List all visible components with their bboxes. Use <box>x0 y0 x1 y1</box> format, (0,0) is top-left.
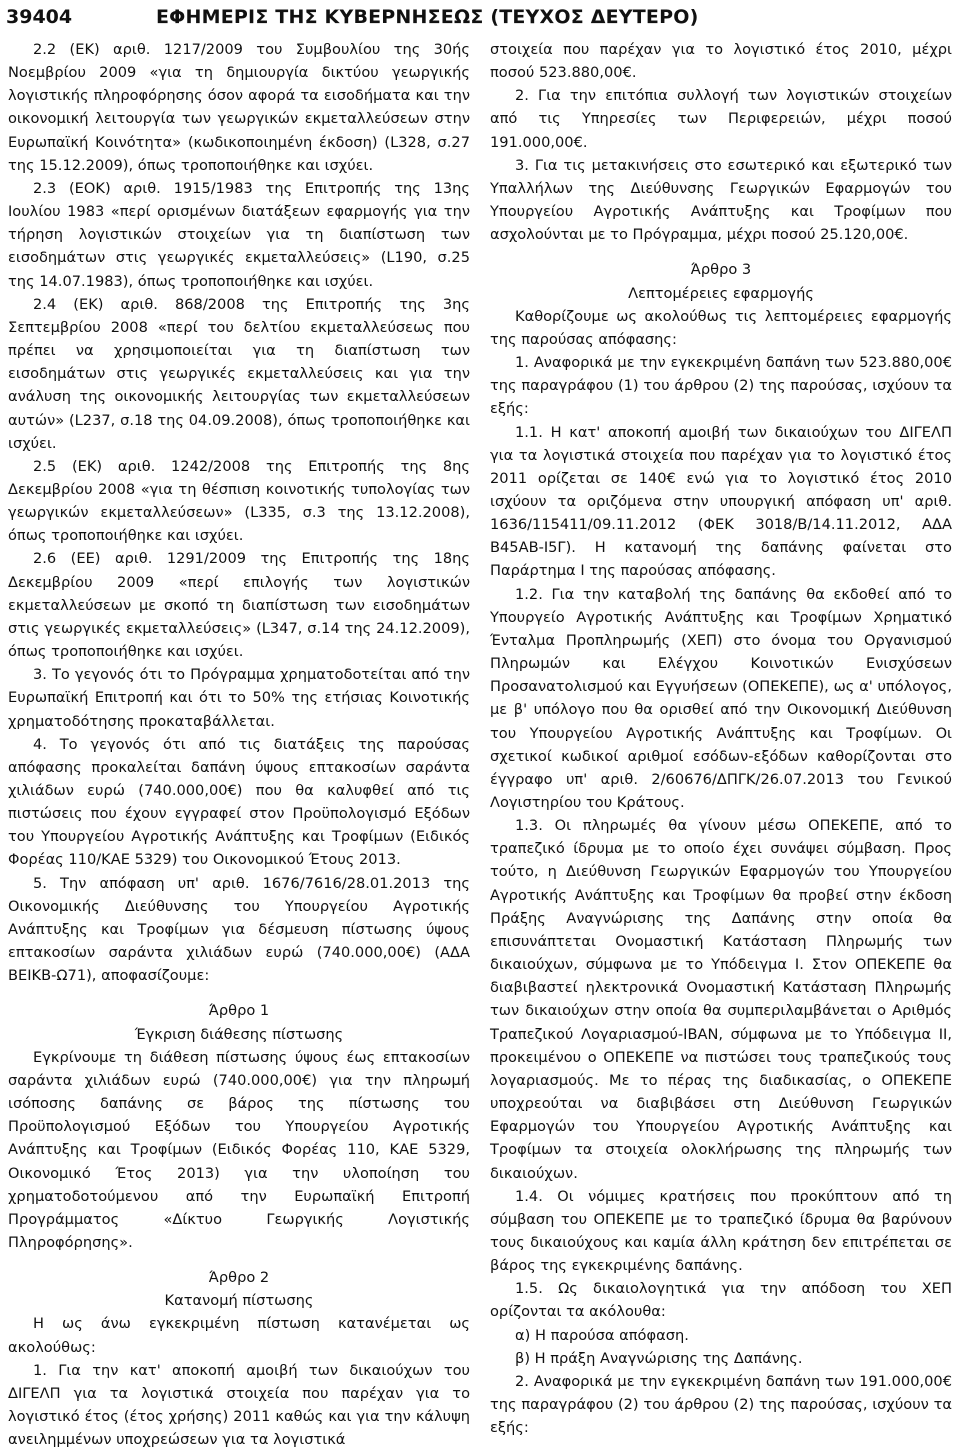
article-1-title: Άρθρο 1 <box>208 1002 270 1020</box>
paragraph: 1.3. Οι πληρωμές θα γίνουν μέσω ΟΠΕΚΕΠΕ, από το τραπεζικό ίδρυμα με το οποίο έχει συνάψει σύμβαση. Προς τούτο, η Διεύθυνση Γεωργικών Εφαρμογών του Υπουργείου Αγροτικής Ανάπτυξης και Τροφίμων θα προβεί στην έκδοση Πράξης Αναγνώρισης της Δαπάνης στην οποία θα επισυνάπτεται Ονομαστική Κατάσταση Πληρωμής των δικαιούχων, σύμφωνα με το Υπόδειγμα Ι. Στον ΟΠΕΚΕΠΕ θα διαβιβαστεί ηλεκτρονικά Ονομαστική Κατάσταση Πληρωμής των δικαιούχων στην οποία θα συμπεριλαμβάνεται ο Αριθμός Τραπεζικού Λογαριασμού-IBAN, σύμφωνα με το Υπόδειγμα ΙΙ, προκειμένου ο ΟΠΕΚΕΠΕ να πιστώσει τους τραπεζικούς τους λογαριασμούς. Με το πέρας της διαδικασίας, ο ΟΠΕΚΕΠΕ υποχρεούται να διαβιβάσει στη Διεύθυνση Γεωργικών Εφαρμογών του Υπουργείου Αγροτικής Ανάπτυξης και Τροφίμων τα στοιχεία ολοκλήρωσης της πληρωμής των δικαιούχων. <box>490 817 952 1182</box>
gazette-title: ΕΦΗΜΕΡΙΣ ΤΗΣ ΚΥΒΕΡΝΗΣΕΩΣ (ΤΕΥΧΟΣ ΔΕΥΤΕΡΟ) <box>156 6 699 28</box>
paragraph: 1. Για την κατ' αποκοπή αμοιβή των δικαιούχων του ΔΙΓΕΛΠ για τα λογιστικά στοιχεία που παρέχαν για το λογιστικό έτος (έτος χρήσης) 2011 καθώς και για την κάλυψη ανειλημμένων υποχρεώσεων για τα λογιστικά <box>8 1361 470 1449</box>
paragraph: α) Η παρούσα απόφαση. <box>515 1326 689 1344</box>
paragraph: στοιχεία που παρέχαν για το λογιστικό έτος 2010, μέχρι ποσού 523.880,00€. <box>490 41 952 82</box>
paragraph: Εγκρίνουμε τη διάθεση πίστωσης ύψους έως επτακοσίων σαράντα χιλιάδων ευρώ (740.000,00€) για την πληρωμή ισόποσης δαπάνης σε βάρος της πίστωσης του Προϋπολογισμού Εξόδων του Υπουργείου Αγροτικής Ανάπτυξης και Τροφίμων (Ειδικός Φορέας 110, ΚΑΕ 5329, Οικονομικό Έτος 2013) για την υλοποίηση του χρηματοδοτούμενου από την Ευρωπαϊκή Επιτροπή Προγράμματος «Δίκτυο Γεωργικής Λογιστικής Πληροφόρησης». <box>8 1048 470 1251</box>
paragraph: 1.1. Η κατ' αποκοπή αμοιβή των δικαιούχων του ΔΙΓΕΛΠ για τα λογιστικά στοιχεία που παρέχαν για το λογιστικό έτος 2011 ορίζεται σε 140€ ενώ για το λογιστικό έτος 2010 ισχύουν τα οριζόμενα στην υπουργική απόφαση υπ' αριθ. 1636/115411/09.11.2012 (ΦΕΚ 3018/Β/14.11.2012, ΑΔΑ Β45ΑΒ-Ι5Γ). Η κατανομή της δαπάνης φαίνεται στο Παράρτημα Ι της παρούσας απόφασης. <box>490 423 952 580</box>
paragraph: 1.4. Οι νόμιμες κρατήσεις που προκύπτουν από τη σύμβαση του ΟΠΕΚΕΠΕ με το τραπεζικό ίδρυμα θα βαρύνουν τους δικαιούχους και καμία άλλη κράτηση δεν επιτρέπεται σε βάρος της εγκεκριμένης δαπάνης. <box>490 1187 952 1275</box>
article-1-subtitle: Έγκριση διάθεσης πίστωσης <box>134 1025 344 1043</box>
article-2-subtitle: Κατανομή πίστωσης <box>164 1292 314 1310</box>
paragraph: 1.5. Ως δικαιολογητικά για την απόδοση του ΧΕΠ ορίζονται τα ακόλουθα: <box>490 1280 952 1321</box>
paragraph: Καθορίζουμε ως ακολούθως τις λεπτομέρειες εφαρμογής της παρούσας απόφασης: <box>490 307 952 348</box>
paragraph: 2.2 (ΕΚ) αριθ. 1217/2009 του Συμβουλίου της 30ής Νοεμβρίου 2009 «για τη δημιουργία δικτύου γεωργικής λογιστικής πληροφόρησης όσον αφορά τα εισοδήματα και την οικονομική λειτουργία των γεωργικών εκμεταλλεύσεων στην Ευρωπαϊκή Κοινότητα» (κωδικοποιημένη έκδοση) (L328, σ.27 της 15.12.2009), όπως τροποποιήθηκε και ισχύει. <box>8 41 470 174</box>
paragraph: Η ως άνω εγκεκριμένη πίστωση κατανέμεται ως ακολούθως: <box>8 1315 470 1356</box>
paragraph: 2.4 (ΕΚ) αριθ. 868/2008 της Επιτροπής της 3ης Σεπτεμβρίου 2008 «περί του δελτίου εκμεταλλεύσεως που πρέπει να χρησιμοποιείται για τη διαπίστωση των εισοδημάτων στις γεωργικές εκμεταλλεύσεις και για την ανάλυση της οικονομικής λειτουργίας των εκμεταλλεύσεων αυτών» (L237, σ.18 της 04.09.2008), όπως τροποποιήθηκε και ισχύει. <box>8 295 470 452</box>
article-3-title: Άρθρο 3 <box>690 261 752 279</box>
paragraph: 2.5 (ΕΚ) αριθ. 1242/2008 της Επιτροπής της 8ης Δεκεμβρίου 2008 «για τη θέσπιση κοινοτικής τυπολογίας των γεωργικών εκμεταλλεύσεων» (L335, σ.3 της 13.12.2008), όπως τροποποιήθηκε και ισχύει. <box>8 457 470 545</box>
paragraph: 2.6 (ΕΕ) αριθ. 1291/2009 της Επιτροπής της 18ης Δεκεμβρίου 2009 «περί επιλογής των λογιστικών εκμεταλλεύσεων με σκοπό τη διαπίστωση των εισοδημάτων στις γεωργικές εκμεταλλεύσεις» (L347, σ.14 της 24.12.2009), όπως τροποποιήθηκε και ισχύει. <box>8 550 470 661</box>
article-3-subtitle: Λεπτομέρειες εφαρμογής <box>628 284 814 302</box>
page-number: 39404 <box>6 6 73 28</box>
paragraph: 3. Το γεγονός ότι το Πρόγραμμα χρηματοδοτείται από την Ευρωπαϊκή Επιτροπή και ότι το 50% της ετήσιας Κοινοτικής χρηματοδότησης προκαταβάλλεται. <box>8 666 470 730</box>
paragraph: 4. Το γεγονός ότι από τις διατάξεις της παρούσας απόφασης προκαλείται δαπάνη ύψους επτακοσίων σαράντα χιλιάδων ευρώ (740.000,00€) που θα καλυφθεί από τις πιστώσεις που έχουν εγγραφεί στον Προϋπολογισμό Εξόδων του Υπουργείου Αγροτικής Ανάπτυξης και Τροφίμων (Ειδικός Φορέας 110/ΚΑΕ 5329) του Οικονομικού Έτους 2013. <box>8 735 470 869</box>
paragraph: 2. Για την επιτόπια συλλογή των λογιστικών στοιχείων από τις Υπηρεσίες των Περιφερειών, μέχρι ποσού 191.000,00€. <box>490 87 952 151</box>
page-header <box>6 4 954 34</box>
paragraph: 2. Αναφορικά με την εγκεκριμένη δαπάνη των 191.000,00€ της παραγράφου (2) του άρθρου (2) της παρούσας, ισχύουν τα εξής: <box>490 1372 952 1437</box>
paragraph: 3. Για τις μετακινήσεις στο εσωτερικό και εξωτερικό των Υπαλλήλων της Διεύθυνσης Γεωργικών Εφαρμογών του Υπουργείου Αγροτικής Ανάπτυξης και Τροφίμων που ασχολούνται με το Πρόγραμμα, μέχρι ποσού 25.120,00€. <box>490 156 952 244</box>
paragraph: 1. Αναφορικά με την εγκεκριμένη δαπάνη των 523.880,00€ της παραγράφου (1) του άρθρου (2) της παρούσας, ισχύουν τα εξής: <box>490 354 952 418</box>
paragraph: 2.3 (ΕΟΚ) αριθ. 1915/1983 της Επιτροπής της 13ης Ιουλίου 1983 «περί ορισμένων διατάξεων εφαρμογής για την τήρηση λογιστικών στοιχείων για τη διαπίστωση των εισοδημάτων στις γεωργικές εκμεταλλεύσεις» (L190, σ.25 της 14.07.1983), όπως τροποποιήθηκε και ισχύει. <box>8 179 470 290</box>
left-column <box>8 38 470 1451</box>
paragraph: 1.2. Για την καταβολή της δαπάνης θα εκδοθεί από το Υπουργείο Αγροτικής Ανάπτυξης και Τροφίμων Χρηματικό Ένταλμα Προπληρωμής (ΧΕΠ) στο όνομα του Οργανισμού Πληρωμών και Ελέγχου Κοινοτικών Ενισχύσεων Προσανατολισμού και Εγγυήσεων (ΟΠΕΚΕΠΕ), ως α' υπόλογος, με β' υπόλογο που θα ορισθεί από την Οικονομική Διεύθυνση του Υπουργείου Αγροτικής Ανάπτυξης και Τροφίμων. Οι σχετικοί κωδικοί αριθμοί εσόδων-εξόδων καθορίζονται στο έγγραφο υπ' αριθ. 2/60676/ΔΠΓΚ/26.07.2013 του Γενικού Λογιστηρίου του Κράτους. <box>490 585 952 811</box>
right-column <box>490 38 952 1439</box>
article-2-title: Άρθρο 2 <box>208 1269 270 1287</box>
paragraph: β) Η πράξη Αναγνώρισης της Δαπάνης. <box>515 1349 803 1367</box>
paragraph: 5. Την απόφαση υπ' αριθ. 1676/7616/28.01.2013 της Οικονομικής Διεύθυνσης του Υπουργείου Αγροτικής Ανάπτυξης και Τροφίμων για δέσμευση πίστωσης ύψους επτακοσίων σαράντα χιλιάδων ευρώ (740.000,00€) (ΑΔΑ ΒΕΙΚΒ-Ω71), αποφασίζουμε: <box>8 874 470 985</box>
